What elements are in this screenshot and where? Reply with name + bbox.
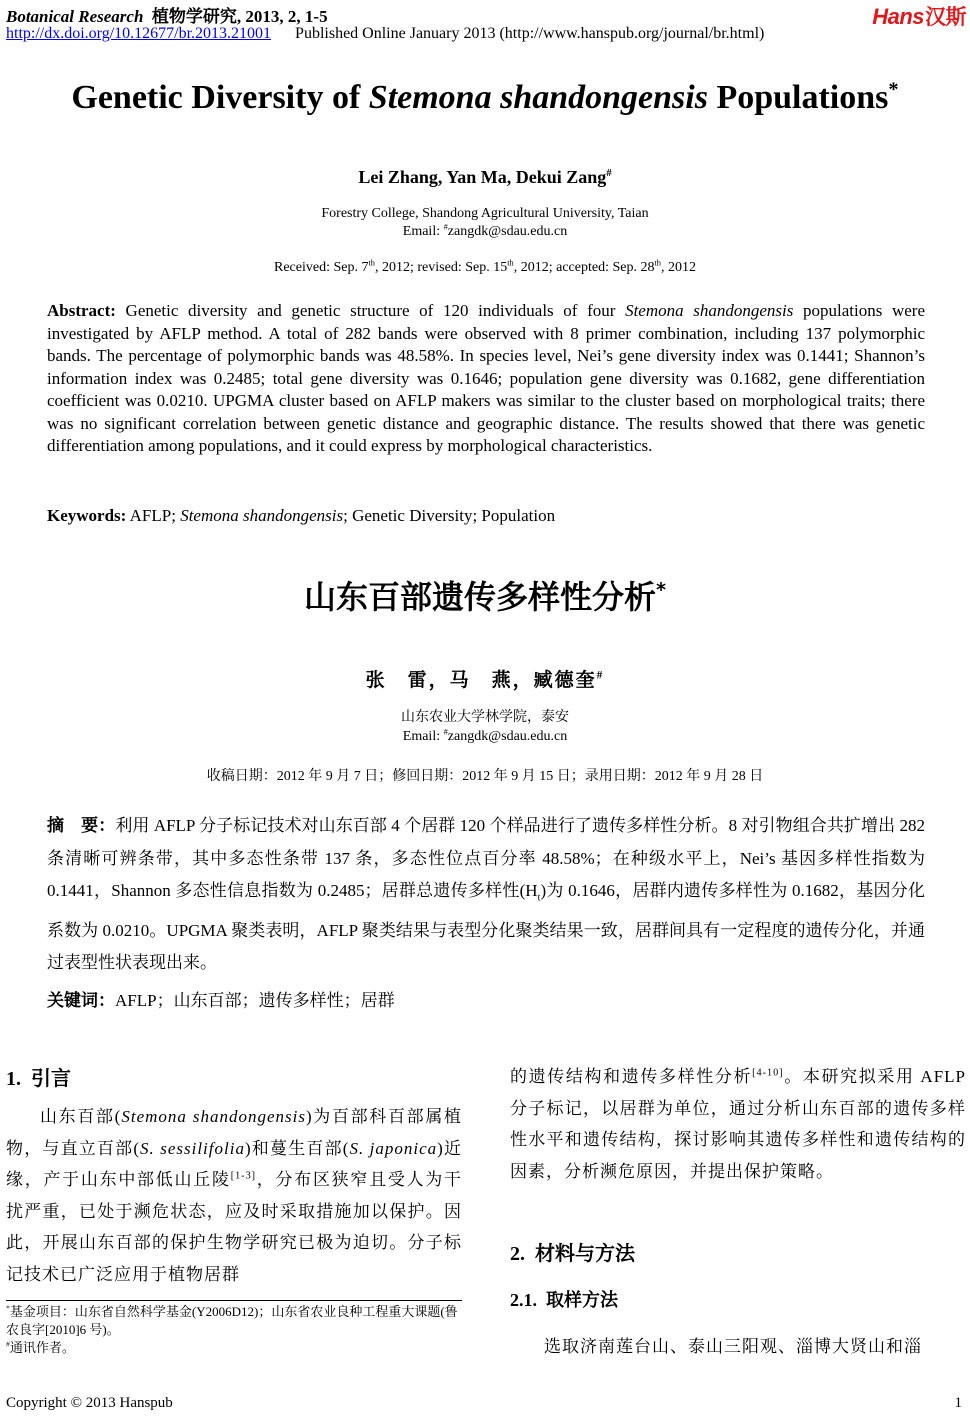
corresponding-mark: # — [596, 669, 605, 682]
text-run: ，分布区狭窄且受人为干扰严重，已处于濒危状态，应及时采取措施加以保护。因此，开展山东百部的保护生物学研究已极为迫切。分子标记技术已广泛应用于植物居群 — [6, 1170, 463, 1284]
date-tail: , 2012 — [661, 260, 696, 275]
email-mark: # — [443, 222, 448, 232]
email-label: Email: — [402, 729, 444, 744]
title-part: Genetic Diversity of — [71, 79, 369, 116]
logo-text-cn: 汉斯 — [925, 6, 966, 29]
author-list: Lei Zhang, Yan Ma, Dekui Zang — [358, 167, 607, 187]
footnote-text: 通讯作者。 — [9, 1340, 75, 1355]
doi-line — [6, 25, 764, 43]
paper-title-en — [0, 78, 970, 119]
keywords-en — [47, 506, 555, 526]
copyright: Copyright © 2013 Hanspub — [6, 1395, 173, 1411]
section-number: 1. — [6, 1068, 21, 1090]
abstract-cn-text: )为 0.1646，居群内遗传多样性为 0.1682，基因分化系数为 0.0210。UPGMA 聚类表明，AFLP 聚类结果与表型分化聚类结果一致，居群间具有一定程度的遗传分化，并通过表型性状表现出来。 — [47, 881, 925, 973]
text-run: 山东百部( — [40, 1107, 122, 1126]
keywords-cn-text: AFLP；山东百部；遗传多样性；居群 — [115, 991, 395, 1010]
dates-en — [0, 260, 970, 276]
citation-ref: [1-3] — [230, 1170, 257, 1182]
revised-date: , 2012; revised: Sep. 15 — [375, 260, 508, 275]
page-number: 1 — [954, 1395, 962, 1411]
footnote-mark: * — [6, 1303, 10, 1313]
species-name: Stemona shandongensis — [121, 1107, 306, 1126]
section-number: 2.1. — [510, 1290, 537, 1310]
section-heading-1 — [6, 1062, 462, 1091]
sampling-paragraph: 选取济南莲台山、泰山三阳观、淄博大贤山和淄 — [544, 1337, 922, 1356]
authors-cn — [0, 665, 970, 692]
subscript-t: t — [537, 892, 541, 904]
email-address: zangdk@sdau.edu.cn — [447, 224, 568, 239]
citation-ref: [4-10] — [752, 1067, 784, 1079]
published-online: Published Online January 2013 (http://www.hanspub.org/journal/br.html) — [295, 25, 765, 42]
title-footnote-mark: * — [888, 78, 899, 101]
received-date: Received: Sep. 7 — [274, 260, 369, 275]
keywords-text: ; Genetic Diversity; Population — [343, 506, 556, 525]
paper-title-cn — [0, 572, 970, 618]
journal-name: Botanical Research — [6, 7, 144, 26]
section-title: 取样方法 — [546, 1290, 618, 1311]
abstract-cn-label: 摘 要： — [47, 816, 116, 836]
footnote-corresponding — [6, 1339, 462, 1357]
email-line-cn — [0, 727, 970, 746]
authors-en — [0, 167, 970, 188]
logo-text-en: Hans — [872, 4, 924, 29]
abstract-cn — [47, 810, 925, 980]
footnote-divider — [6, 1300, 462, 1301]
keywords-species: Stemona shandongensis — [180, 506, 344, 525]
title-species: Stemona shandongensis — [368, 79, 708, 116]
abstract-text: Genetic diversity and genetic structure of 120 individuals of four — [115, 301, 626, 320]
affiliation-text: Forestry College, Shandong Agricultural University, Taian — [321, 206, 649, 221]
text-run: )为百部科百部属植物，与直立百部( — [6, 1107, 462, 1158]
email-label: Email: — [402, 224, 444, 239]
keywords-text: AFLP; — [126, 506, 181, 525]
species-name: S. sessilifolia — [140, 1138, 245, 1158]
affiliation-en — [0, 205, 970, 241]
intro-paragraph — [6, 1101, 462, 1290]
accepted-date: , 2012; accepted: Sep. 28 — [513, 260, 655, 275]
journal-citation: , 2013, 2, 1-5 — [236, 7, 328, 26]
hanspub-logo — [872, 1, 966, 31]
dates-cn: 收稿日期：2012 年 9 月 7 日；修回日期：2012 年 9 月 15 日；录用日期：2012 年 9 月 28 日 — [206, 769, 764, 784]
abstract-en — [47, 300, 925, 458]
ordinal-sup: th — [368, 258, 375, 268]
doi-link[interactable]: http://dx.doi.org/10.12677/br.2013.21001 — [6, 25, 272, 42]
journal-header — [6, 2, 328, 27]
title-part: Populations — [707, 79, 889, 116]
text-run: )近缘，产于山东中部低山丘陵 — [6, 1138, 462, 1189]
ordinal-sup: th — [507, 258, 514, 268]
journal-name-cn: 植物学研究 — [151, 7, 237, 26]
section-title: 材料与方法 — [535, 1241, 635, 1265]
abstract-label: Abstract: — [47, 301, 116, 320]
keywords-label: Keywords: — [47, 506, 127, 525]
footnote-funding — [6, 1303, 462, 1339]
section-number: 2. — [510, 1243, 525, 1265]
text-run: )和蔓生百部( — [244, 1138, 350, 1158]
title-footnote-mark: * — [655, 578, 667, 602]
email-address: zangdk@sdau.edu.cn — [447, 729, 568, 744]
section-title: 引言 — [31, 1066, 71, 1090]
title-cn-text: 山东百部遗传多样性分析 — [303, 578, 656, 616]
affiliation-cn — [0, 708, 970, 746]
species-name: S. japonica — [349, 1138, 438, 1158]
keywords-cn — [47, 986, 395, 1011]
abstract-cn-text: 利用 AFLP 分子标记技术对山东百部 4 个居群 120 个样品进行了遗传多样性分析。8 对引物组合共扩增出 282 条清晰可辨条带，其中多态性条带 137 条，多态性位点百分率 48.58%；在种级水平上，Nei’s 基因多样性指数为 0.1441，Shannon 多态性信息指数为 0.2485；居群总遗传多样性(H — [47, 816, 925, 900]
text-run: 的遗传结构和遗传多样性分析 — [510, 1067, 753, 1086]
affiliation-cn-text: 山东农业大学林学院，泰安 — [401, 710, 569, 725]
keywords-cn-label: 关键词： — [47, 991, 115, 1011]
abstract-species: Stemona shandongensis — [625, 301, 794, 320]
intro-paragraph-continued — [510, 1061, 966, 1187]
text-run: 。本研究拟采用 AFLP 分子标记，以居群为单位，通过分析山东百部的遗传多样性水平和遗传结构，探讨影响其遗传多样性和遗传结构的因素，分析濒危原因，并提出保护策略。 — [510, 1067, 967, 1181]
ordinal-sup: th — [654, 258, 661, 268]
footnotes — [6, 1303, 462, 1357]
footnote-mark: # — [6, 1339, 10, 1349]
email-mark: # — [443, 727, 448, 737]
corresponding-mark: # — [606, 167, 612, 179]
section-heading-2 — [510, 1237, 966, 1266]
abstract-text: populations were investigated by AFLP method. A total of 282 bands were observed with 8 primer combination, including 137 polymorphic bands. The percentage of polymorphic bands was 48.58%. In species level, Nei’s gene diversity index was 0.1441; Shannon’s information index was 0.2485; total gene diversity was 0.1646; population gene diversity was 0.1682, gene differentiation coefficient was 0.0210. UPGMA cluster based on AFLP makers was similar to the cluster based on morphological traits; there was no significant correlation between genetic distance and geographic distance. The results showed that there was genetic differentiation among populations, and it could express by morphological characteristics. — [47, 301, 925, 455]
email-line — [0, 223, 970, 241]
subsection-heading-2-1 — [510, 1286, 966, 1312]
footnote-text: 基金项目：山东省自然科学基金(Y2006D12)；山东省农业良种工程重大课题(鲁农良字[2010]6 号)。 — [6, 1304, 458, 1337]
author-list-cn: 张 雷，马 燕，臧德奎 — [365, 670, 597, 691]
